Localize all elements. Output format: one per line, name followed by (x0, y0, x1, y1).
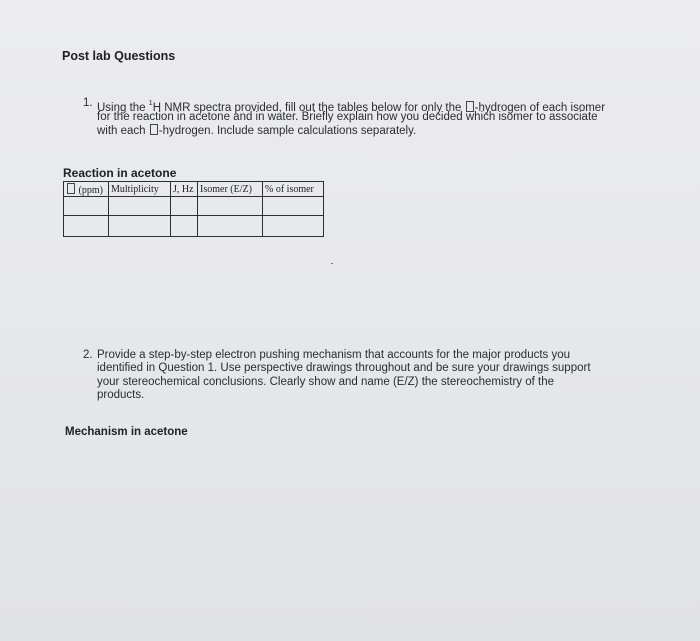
question-1 (83, 97, 643, 142)
table-cell[interactable] (171, 216, 198, 237)
question-1-line-2: for the reaction in acetone and in water. Briefly explain how you decided which isomer to associate (97, 111, 598, 123)
question-2-line-1: Provide a step-by-step electron pushing mechanism that accounts for the major products you (97, 349, 571, 361)
header-j: J, Hz (171, 182, 198, 197)
table-row (64, 197, 324, 216)
table-title: Reaction in acetone (63, 166, 177, 180)
table-cell[interactable] (109, 216, 171, 237)
table-header-row (64, 182, 324, 197)
question-2 (83, 349, 628, 405)
header-percent: % of isomer (263, 182, 324, 197)
stray-mark (331, 263, 333, 264)
table-cell[interactable] (171, 197, 198, 216)
nmr-table (63, 181, 324, 237)
question-1-number: 1. (83, 97, 93, 109)
missing-glyph-icon (67, 183, 75, 194)
table-cell[interactable] (64, 197, 109, 216)
question-2-line-2: identified in Question 1. Use perspective drawings throughout and be sure your drawings support (97, 362, 591, 374)
question-2-number: 2. (83, 349, 93, 361)
q1-text-c: -hydrogen of each isomer (474, 102, 606, 114)
question-2-line-3: your stereochemical conclusions. Clearly show and name (E/Z) the stereochemistry of the (97, 376, 555, 388)
table-row (64, 216, 324, 237)
q1-text-a: Using the (97, 102, 149, 114)
mechanism-title: Mechanism in acetone (65, 426, 188, 438)
header-ppm (64, 182, 109, 197)
header-multiplicity: Multiplicity (109, 182, 171, 197)
q1-text-e: -hydrogen. Include sample calculations separately. (158, 125, 417, 137)
table-cell[interactable] (109, 197, 171, 216)
question-2-line-4: products. (97, 389, 145, 401)
q1-text-d: with each (97, 125, 149, 137)
page-title: Post lab Questions (62, 49, 176, 63)
missing-glyph-icon (150, 124, 158, 135)
q1-text-b: H NMR spectra provided, fill out the tables below for only the (152, 102, 465, 114)
question-1-line-3 (97, 124, 416, 139)
table-cell[interactable] (198, 197, 263, 216)
header-ppm-label: (ppm) (78, 184, 103, 196)
header-isomer: Isomer (E/Z) (198, 182, 263, 197)
table-cell[interactable] (263, 216, 324, 237)
q1-superscript: 1 (148, 100, 153, 107)
table-cell[interactable] (64, 216, 109, 237)
table-cell[interactable] (263, 197, 324, 216)
table-cell[interactable] (198, 216, 263, 237)
